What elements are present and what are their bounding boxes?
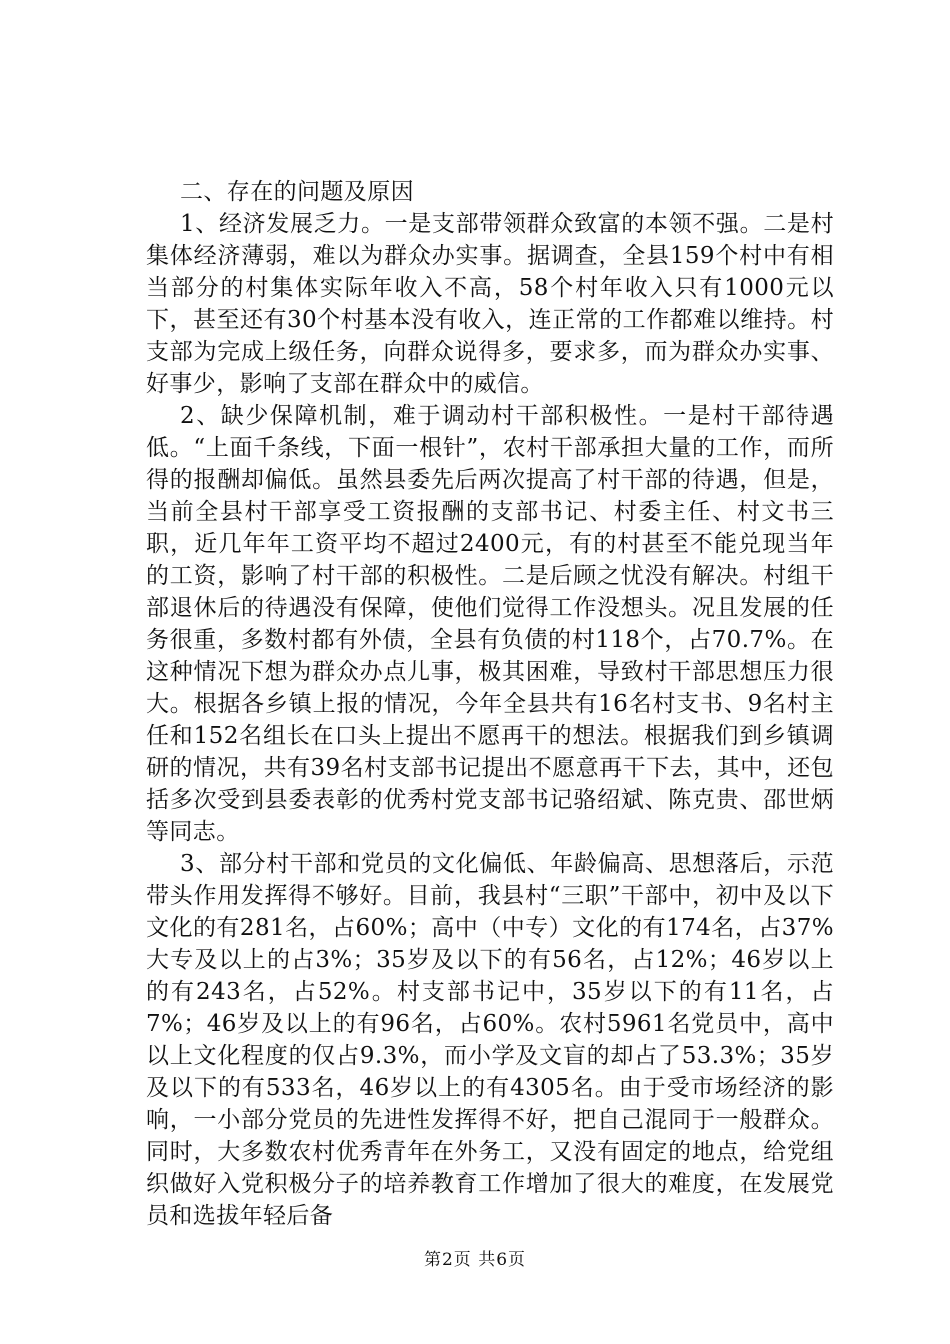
paragraph-guarantee-mechanism: 2、缺少保障机制，难于调动村干部积极性。一是村干部待遇低。“上面千条线，下面一根针”，农村干部承担大量的工作，而所得的报酬却偏低。虽然县委先后两次提高了村干部的待遇，但是，当前全县村干部享受工资报酬的支部书记、村委主任、村文书三职，近几年年工资平均不超过2400元，有的村甚至不能兑现当年的工资，影响了村干部的积极性。二是后顾之忧没有解决。村组干部退休后的待遇没有保障，使他们觉得工作没想头。况且发展的任务很重，多数村都有外债，全县有负债的村118个，占70.7%。在这种情况下想为群众办点儿事，极其困难，导致村干部思想压力很大。根据各乡镇上报的情况，今年全县共有16名村支书、9名村主任和152名组长在口头上提出不愿再干的想法。根据我们到乡镇调研的情况，共有39名村支部书记提出不愿意再干下去，其中，还包括多次受到县委表彰的优秀村党支部书记骆绍斌、陈克贵、邵世炳等同志。 xyxy=(146,403,834,845)
paragraph-economy: 1、经济发展乏力。一是支部带领群众致富的本领不强。二是村集体经济薄弱，难以为群众办实事。据调查，全县159个村中有相当部分的村集体实际年收入不高，58个村年收入只有1000元以下，甚至还有30个村基本没有收入，连正常的工作都难以维持。村支部为完成上级任务，向群众说得多，要求多，而为群众办实事、好事少，影响了支部在群众中的威信。 xyxy=(146,211,834,397)
paragraph-cadre-quality: 3、部分村干部和党员的文化偏低、年龄偏高、思想落后，示范带头作用发挥得不够好。目前，我县村“三职”干部中，初中及以下文化的有281名，占60%；高中（中专）文化的有174名，占37%大专及以上的占3%；35岁及以下的有56名，占12%；46岁以上的有243名，占52%。村支部书记中，35岁以下的有11名，占7%；46岁及以上的有96名，占60%。农村5961名党员中，高中以上文化程度的仅占9.3%，而小学及文盲的却占了53.3%；35岁及以下的有533名，46岁以上的有4305名。由于受市场经济的影响，一小部分党员的先进性发挥得不好，把自己混同于一般群众。同时，大多数农村优秀青年在外务工，又没有固定的地点，给党组织做好入党积极分子的培养教育工作增加了很大的难度，在发展党员和选拔年轻后备 xyxy=(146,851,834,1229)
page-footer: 第2页 共6页 xyxy=(423,1250,527,1270)
section-heading: 二、存在的问题及原因 xyxy=(180,179,414,205)
document-body xyxy=(146,176,834,1232)
